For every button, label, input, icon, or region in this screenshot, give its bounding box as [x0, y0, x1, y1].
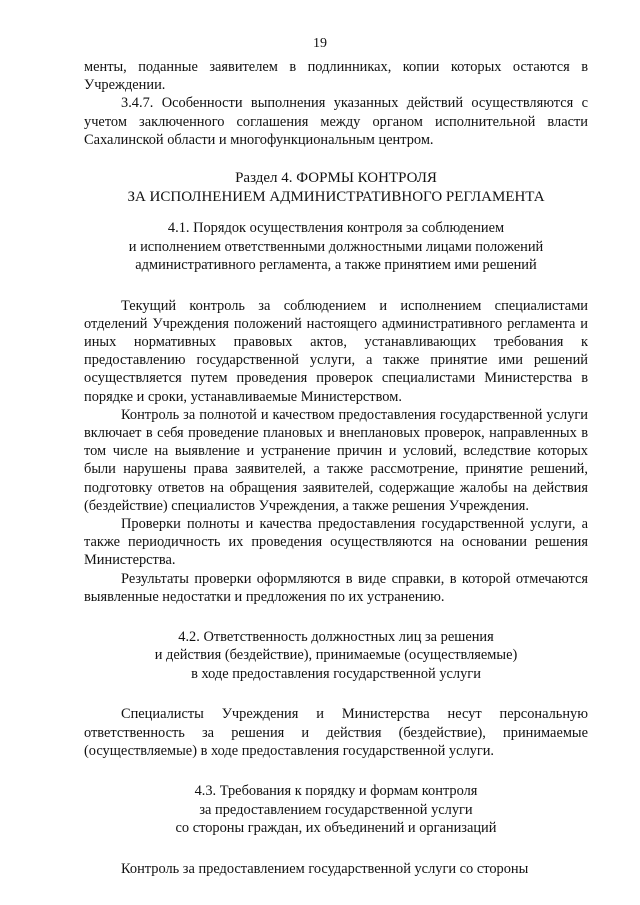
- paragraph-3-4-7: 3.4.7. Особенности выполнения указанных действий осуществляются с учетом заключенного соглашения между органом исполнительной власти Сахалинской области и многофункциональным центром.: [84, 95, 588, 148]
- subsection-title-line: 4.2. Ответственность должностных лиц за решения: [178, 628, 494, 645]
- subsection-4-3-title: [84, 782, 588, 838]
- subsection-title-line: со стороны граждан, их объединений и организаций: [175, 820, 497, 837]
- subsection-title-line: за предоставлением государственной услуги: [199, 801, 473, 818]
- subsection-title-line: и действия (бездействие), принимаемые (осуществляемые): [154, 647, 518, 664]
- subsection-title-line: административного регламента, а также принятием ими решений: [135, 257, 537, 274]
- paragraph-public-control: Контроль за предоставлением государственной услуги со стороны: [121, 860, 529, 877]
- subsection-title-line: 4.1. Порядок осуществления контроля за соблюдением: [167, 220, 505, 237]
- subsection-title-line: 4.3. Требования к порядку и формам контроля: [194, 783, 478, 800]
- paragraph-quality-control: Контроль за полнотой и качеством предоставления государственной услуги включает в себя проведение плановых и внеплановых проверок, направленных в том числе на выявление и устранение причин и условий, вследствие которых были нарушены права заявителей, а также рассмотрение, принятие решений, подготовку ответов на обращения заявителей, содержащие жалобы на действия (бездействие) специалистов Учреждения, а также решения Учреждения.: [84, 406, 588, 514]
- section-4-title: [84, 169, 588, 207]
- paragraph-inspections: Проверки полноты и качества предоставления государственной услуги, а также периодичность их проведения осуществляются на основании решения Министерства.: [84, 515, 588, 569]
- section-title-line: Раздел 4. ФОРМЫ КОНТРОЛЯ: [235, 170, 437, 187]
- subsection-4-2-title: [84, 628, 588, 684]
- paragraph-current-control: Текущий контроль за соблюдением и исполнением специалистами отделений Учреждения положений настоящего административного регламента и иных нормативных правовых актов, устанавливающих требования к предоставлению государственной услуги, а также принятие ими решений осуществляется путем проведения проверок специалистами Министерства в порядке и сроки, устанавливаемые Министерством.: [84, 297, 588, 405]
- section-title-line: ЗА ИСПОЛНЕНИЕМ АДМИНИСТРАТИВНОГО РЕГЛАМЕНТА: [127, 189, 545, 206]
- document-body: [84, 58, 588, 878]
- continuation-paragraph: менты, поданные заявителем в подлинниках, копии которых остаются в Учреждении.: [84, 59, 588, 94]
- subsection-title-line: и исполнением ответственными должностными лицами положений: [128, 238, 544, 255]
- paragraph-responsibility: Специалисты Учреждения и Министерства несут персональную ответственность за решения и действия (бездействие), принимаемые (осуществляемые) в ходе предоставления государственной услуги.: [84, 706, 588, 759]
- paragraph-results: Результаты проверки оформляются в виде справки, в которой отмечаются выявленные недостатки и предложения по их устранению.: [84, 570, 588, 605]
- subsection-4-1-title: [84, 219, 588, 275]
- subsection-title-line: в ходе предоставления государственной услуги: [191, 665, 481, 682]
- page-number: 19: [313, 36, 327, 51]
